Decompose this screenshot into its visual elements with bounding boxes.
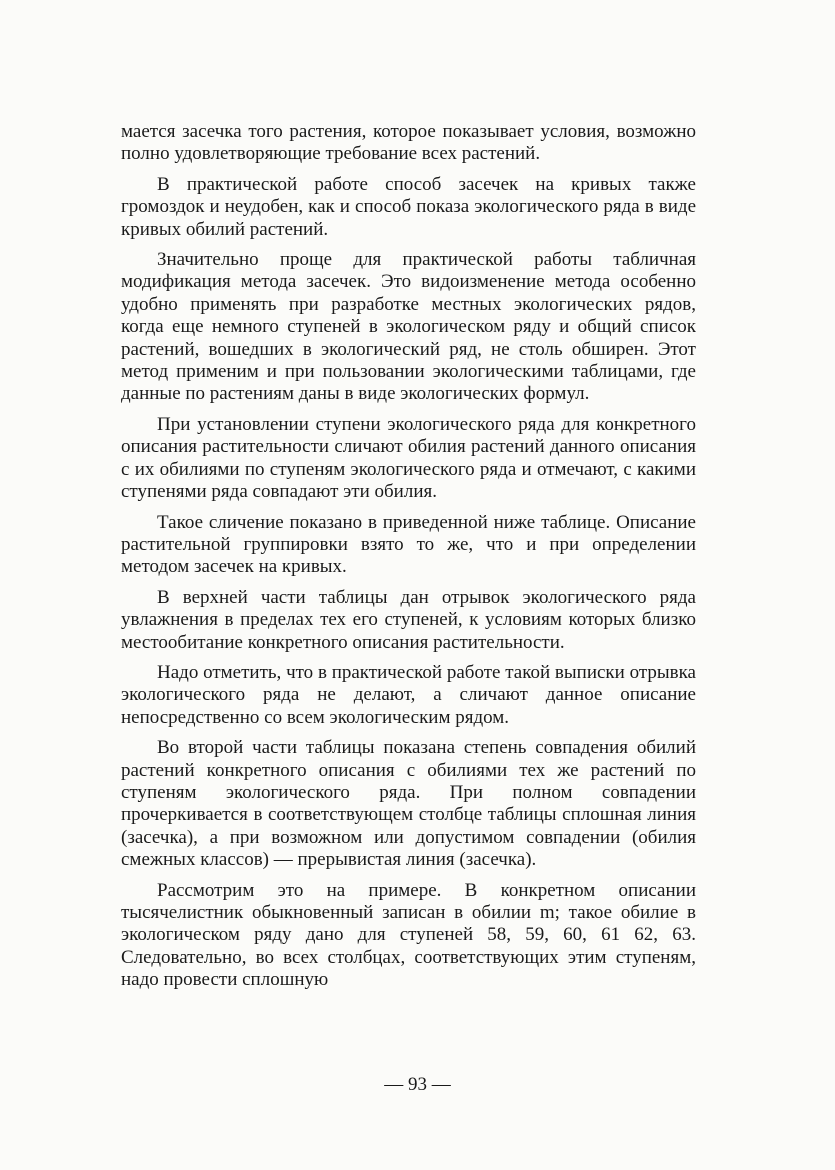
paragraph-4: При установлении ступени экологического ряда для конкретного описания растительности сличают обилия растений данного описания с их обилиями по ступеням экологического ряда и отмечают, с какими ступенями ряда совпадают эти обилия. bbox=[121, 413, 696, 503]
page-number: — 93 — bbox=[384, 1074, 451, 1095]
body-text bbox=[121, 121, 696, 992]
paragraph-8: Во второй части таблицы показана степень совпадения обилий растений конкретного описания с обилиями тех же растений по ступеням экологического ряда. При полном совпадении прочеркивается в соответствующем столбце таблицы сплошная линия (засечка), а при возможном или допустимом совпадении (обилия смежных классов) — прерывистая линия (засечка). bbox=[121, 737, 696, 871]
paragraph-6: В верхней части таблицы дан отрывок экологического ряда увлажнения в пределах тех его ступеней, к условиям которых близко местообитание конкретного описания растительности. bbox=[121, 586, 696, 653]
paragraph-5: Такое сличение показано в приведенной ниже таблице. Описание растительной группировки взято то же, что и при определении методом засечек на кривых. bbox=[121, 511, 696, 578]
paragraph-1: мается засечка того растения, которое показывает условия, возможно полно удовлетворяющие требование всех растений. bbox=[121, 121, 696, 165]
paragraph-2: В практической работе способ засечек на кривых также громоздок и неудобен, как и способ показа экологического ряда в виде кривых обилий растений. bbox=[121, 173, 696, 240]
paragraph-7: Надо отметить, что в практической работе такой выписки отрывка экологического ряда не делают, а сличают данное описание непосредственно со всем экологическим рядом. bbox=[121, 661, 696, 728]
paragraph-9: Рассмотрим это на примере. В конкретном описании тысячелистник обыкновенный записан в обилии m; такое обилие в экологическом ряду дано для ступеней 58, 59, 60, 61 62, 63. Следовательно, во всех столбцах, соответствующих этим ступеням, надо провести сплошную bbox=[121, 879, 696, 991]
paragraph-3: Значительно проще для практической работы табличная модификация метода засечек. Это видоизменение метода особенно удобно применять при разработке местных экологических рядов, когда еще немного ступеней в экологическом ряду и общий список растений, вошедших в экологический ряд, не столь обширен. Этот метод применим и при пользовании экологическими таблицами, где данные по растениям даны в виде экологических формул. bbox=[121, 249, 696, 405]
